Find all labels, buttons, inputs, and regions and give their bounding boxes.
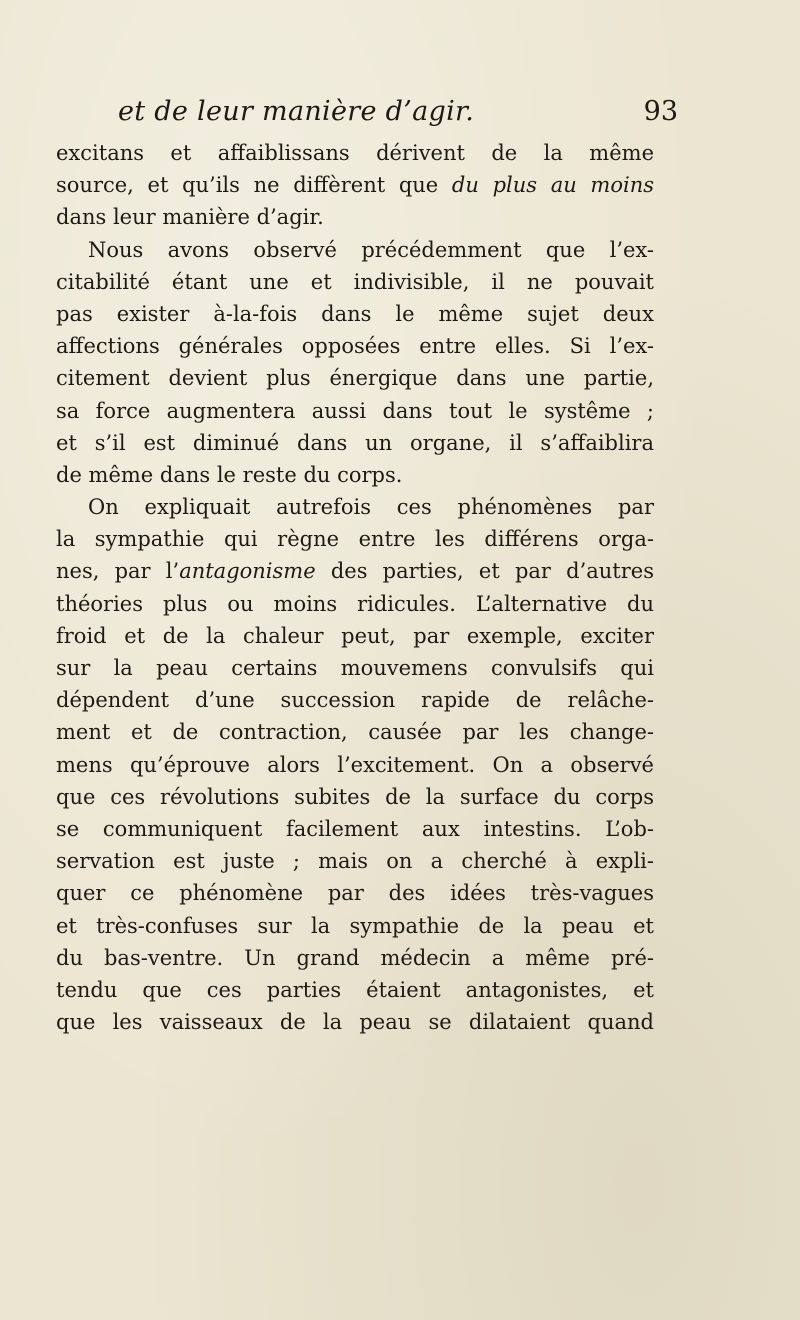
text-line: citabilité étant une et indivisible, il ne pouvait [56, 269, 654, 294]
text-line: dans leur manière d’agir. [56, 205, 324, 230]
text-line: affections générales opposées entre elles. Si l’ex- [56, 334, 654, 359]
text-line: que ces révolutions subites de la surface du corps [56, 784, 654, 809]
text-line: sa force augmentera aussi dans tout le systême ; [56, 398, 654, 423]
text-line: et s’il est diminué dans un organe, il s’affaiblira [56, 430, 654, 455]
text-line [56, 555, 654, 587]
text-line: servation est juste ; mais on a cherché à expli- [56, 849, 654, 874]
page-header [118, 92, 678, 136]
italic-phrase: du plus au moins [451, 173, 655, 198]
italic-phrase: antagonisme [179, 559, 316, 584]
page-number: 93 [643, 96, 678, 127]
text-run: nes, par l’ [56, 559, 180, 584]
text-line [56, 169, 654, 201]
text-line: de même dans le reste du corps. [56, 462, 403, 487]
paragraph-first-line: On expliquait autrefois ces phénomènes par [88, 495, 654, 520]
text-line: la sympathie qui règne entre les différens orga- [56, 527, 654, 552]
text-line: excitans et affaiblissans dérivent de la même [56, 141, 654, 165]
text-run: des parties, et par d’autres [315, 559, 654, 584]
text-line: du bas-ventre. Un grand médecin a même pré- [56, 945, 654, 970]
running-title: et de leur manière d’agir. [118, 96, 475, 127]
text-line: ment et de contraction, causée par les change- [56, 720, 654, 745]
text-line: dépendent d’une succession rapide de relâche- [56, 688, 654, 713]
text-line: froid et de la chaleur peut, par exemple, exciter [56, 623, 654, 648]
text-line: se communiquent facilement aux intestins. L’ob- [56, 816, 654, 841]
text-line: que les vaisseaux de la peau se dilataient quand [56, 1010, 654, 1035]
text-line: quer ce phénomène par des idées très-vagues [56, 881, 654, 906]
paragraph-first-line: Nous avons observé précédemment que l’ex- [88, 237, 654, 262]
text-line: pas exister à-la-fois dans le même sujet deux [56, 301, 654, 326]
text-line: sur la peau certains mouvemens convulsifs qui [56, 656, 654, 680]
text-line: tendu que ces parties étaient antagonistes, et [56, 977, 654, 1002]
text-line: théories plus ou moins ridicules. L’alternative du [56, 591, 654, 616]
body-text [56, 137, 654, 1038]
text-line: et très-confuses sur la sympathie de la peau et [56, 913, 654, 938]
text-run: source, et qu’ils ne diffèrent que [56, 173, 452, 198]
text-line: mens qu’éprouve alors l’excitement. On a observé [56, 752, 654, 777]
text-line: citement devient plus énergique dans une partie, [56, 366, 654, 391]
